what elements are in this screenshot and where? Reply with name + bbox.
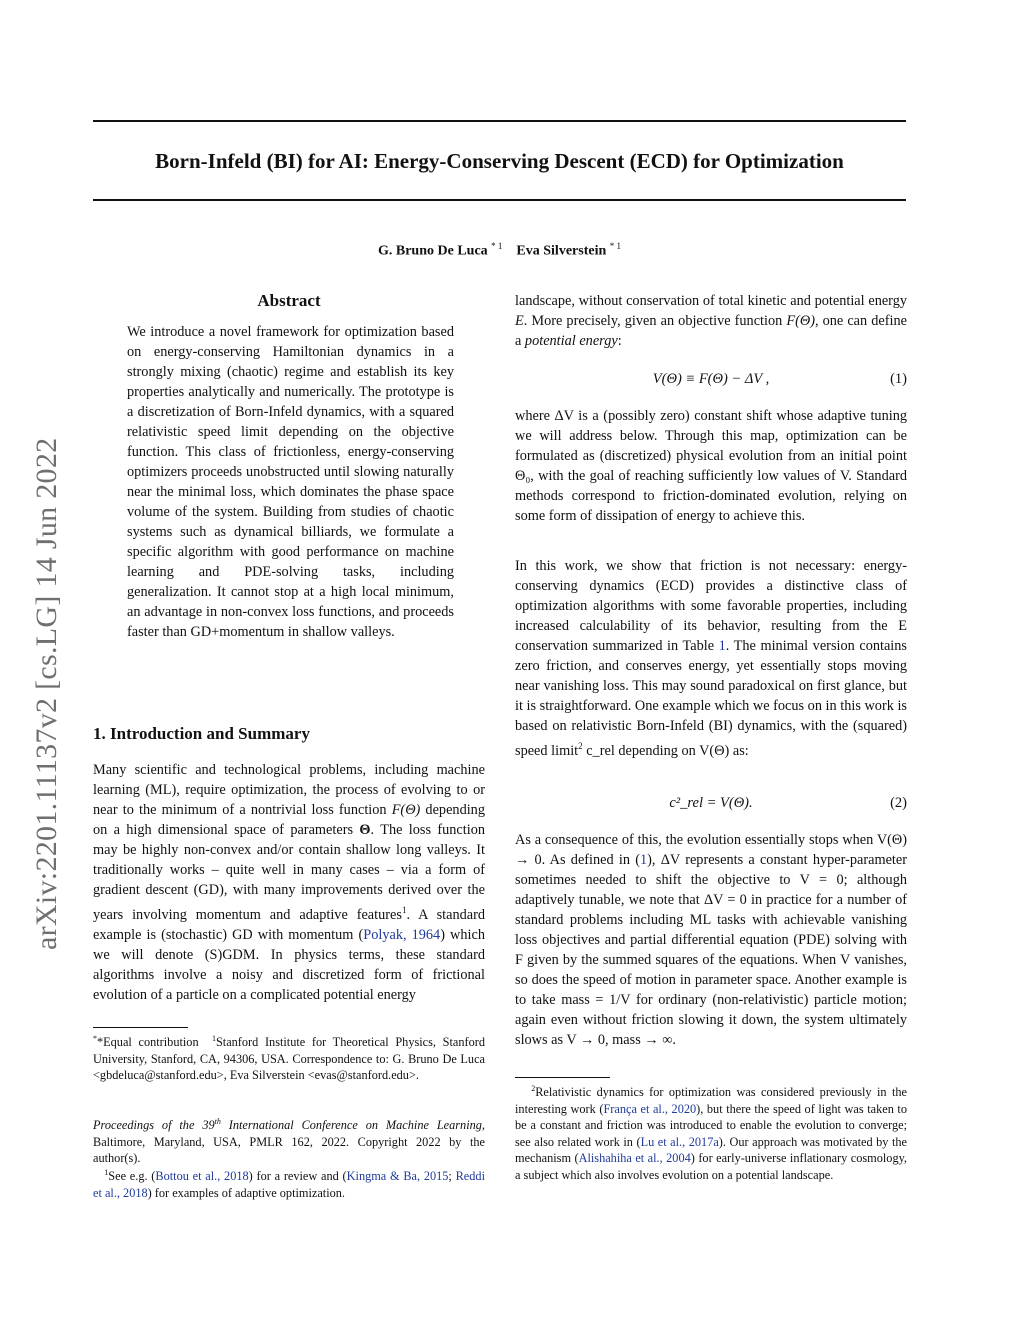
citation-link[interactable]: Kingma & Ba, 2015: [346, 1169, 449, 1184]
citation-link[interactable]: França et al., 2020: [603, 1101, 697, 1116]
citation-link[interactable]: Alishahiha et al., 2004: [578, 1151, 691, 1166]
abstract-text: We introduce a novel framework for optimization based on energy-conserving Hamiltonian dynamics in a strongly mixing (chaotic) regime and establish its key properties analytically and numerically. The prototype is a discretization of Born-Infeld dynamics, with a squared relativistic speed limit depending on the objective function. This class of frictionless, energy-conserving optimizers proceeds unobstructed until slowing naturally near the minimal loss, which dominates the phase space volume of the system. Building from studies of chaotic systems such as dynamical billiards, we formulate a specific algorithm with good performance on machine learning and PDE-solving tasks, including generalization. It cannot stop at a high local minimum, an advantage in non-convex loss functions, and proceeds faster than GD+momentum in shallow valleys.: [127, 324, 454, 640]
footnote-2: $^2$Relativistic dynamics for optimization was considered previously in the interesting work (França et al., 2020), but there the speed of light was taken to be a constant and friction was introduced to enable the evolution to converge; see also related work in (Lu et al., 2017a). Our approach was motivated by the mechanism (Alishahiha et al., 2004) for early-universe inflationary cosmology, a subject which also involves evolution on a potential landscape.: [515, 1084, 908, 1182]
author-affiliation-mark: * 1: [491, 241, 503, 251]
author-name: G. Bruno De Luca: [377, 243, 488, 259]
equation-reference-link[interactable]: 1: [640, 852, 648, 868]
section-heading: 1. Introduction and Summary: [93, 724, 310, 743]
right-paragraph-3: In this work, we show that friction is not necessary: energy-conserving dynamics (ECD) provides a distinctive class of optimization algorithms with some favorable properties, including increased calculability of its behavior, resulting from the E conservation summarized in Table 1. The minimal version contains zero friction, and conserves energy, yet essentially stops moving near vanishing loss. This may sound paradoxical on first glance, but it is straightforward. One example which we focus on in this work is based on relativistic Born-Infeld (BI) dynamics, with the (squared) speed limit$^2$ c_rel depending on V(Θ) as:: [515, 558, 907, 759]
footnote-rule: [515, 1077, 610, 1078]
footnote-rule: [93, 1027, 188, 1028]
abstract-heading: Abstract: [257, 291, 321, 310]
right-paragraph-1: landscape, without conservation of total kinetic and potential energy E. More precisely, given an objective function F(Θ), one can define a potential energy:: [515, 293, 907, 349]
proceedings-note: Proceedings of the 39th International Conference on Machine Learning, Baltimore, Maryland, USA, PMLR 162, 2022. Copyright 2022 by the author(s).: [93, 1117, 485, 1166]
table-reference-link[interactable]: 1: [718, 638, 726, 654]
footnote-affiliations: **Equal contribution $^1$Stanford Institute for Theoretical Physics, Stanford University, Stanford, CA, 94306, USA. Correspondence to: G. Bruno De Luca <gbdeluca@stanford.edu>, Eva Silverstein <evas@stanford.edu>.: [93, 1034, 485, 1083]
citation-link[interactable]: Lu et al., 2017a: [640, 1134, 719, 1149]
author-affiliation-mark: * 1: [609, 241, 622, 251]
arxiv-identifier: arXiv:2201.11137v2 [cs.LG] 14 Jun 2022: [30, 437, 63, 950]
citation-link[interactable]: Bottou et al., 2018: [155, 1169, 249, 1184]
footnote-mark[interactable]: 1: [401, 905, 407, 915]
equation-number: (2): [890, 795, 907, 811]
citation-link[interactable]: Reddi et al., 2018: [93, 1169, 485, 1200]
author-list: [93, 236, 906, 262]
equation-number: (1): [890, 371, 907, 387]
equation-expression: c²_rel = V(Θ).: [669, 795, 753, 811]
title-rule-top: [93, 120, 906, 122]
citation-link[interactable]: Polyak, 1964: [363, 926, 441, 943]
right-paragraph-4: As a consequence of this, the evolution essentially stops when V(Θ) → 0. As defined in (1), ΔV represents a constant hyper-parameter sometimes needed to shift the objective to V = 0; although adaptively tunable, we note that ΔV = 0 in practice for a number of standard problems including ML tasks with achievable vanishing loss objectives and partial differential equation (PDE) solving with F given by the summed squares of the equations. When V vanishes, so does the speed of motion in parameter space. Another example is to take mass = 1/V for ordinary (non-relativistic) particle motion; again even without friction slowing it down, the system ultimately slows as V → 0, mass → ∞.: [515, 832, 907, 1048]
footnote-mark[interactable]: 2: [578, 741, 583, 751]
intro-paragraph: Many scientific and technological problems, including machine learning (ML), require optimization, the process of evolving to or near to the minimum of a nontrivial loss function F(Θ) depending on a high dimensional space of parameters Θ. The loss function may be highly non-convex and/or contain shallow long valleys. It traditionally works – quite well in many cases – via a form of gradient descent (GD), with many improvements derived over the years involving momentum and adaptive features$^1$. A standard example is (stochastic) GD with momentum (Polyak, 1964) which we will denote (S)GDM. In physics terms, these standard algorithms involve a noisy and discretized form of frictional evolution of a particle on a complicated potential energy: [93, 762, 486, 1003]
equation-expression: V(Θ) ≡ F(Θ) − ΔV ,: [652, 371, 770, 387]
right-paragraph-2: where ΔV is a (possibly zero) constant shift whose adaptive tuning we will address below. Through this map, optimization can be formulated as (discretized) physical evolution from an initial point Θ₀, with the goal of reaching sufficiently low values of V. Standard methods correspond to friction-dominated evolution, relying on some form of dissipation of energy to achieve this.: [515, 408, 907, 524]
title-rule-bottom: [93, 199, 906, 201]
paper-title: Born-Infeld (BI) for AI: Energy-Conserving Descent (ECD) for Optimization: [155, 149, 844, 173]
footnote-1: $^1$See e.g. (Bottou et al., 2018) for a review and (Kingma & Ba, 2015; Reddi et al., 2018) for examples of adaptive optimization.: [93, 1168, 485, 1200]
author-name: Eva Silverstein: [516, 243, 607, 259]
